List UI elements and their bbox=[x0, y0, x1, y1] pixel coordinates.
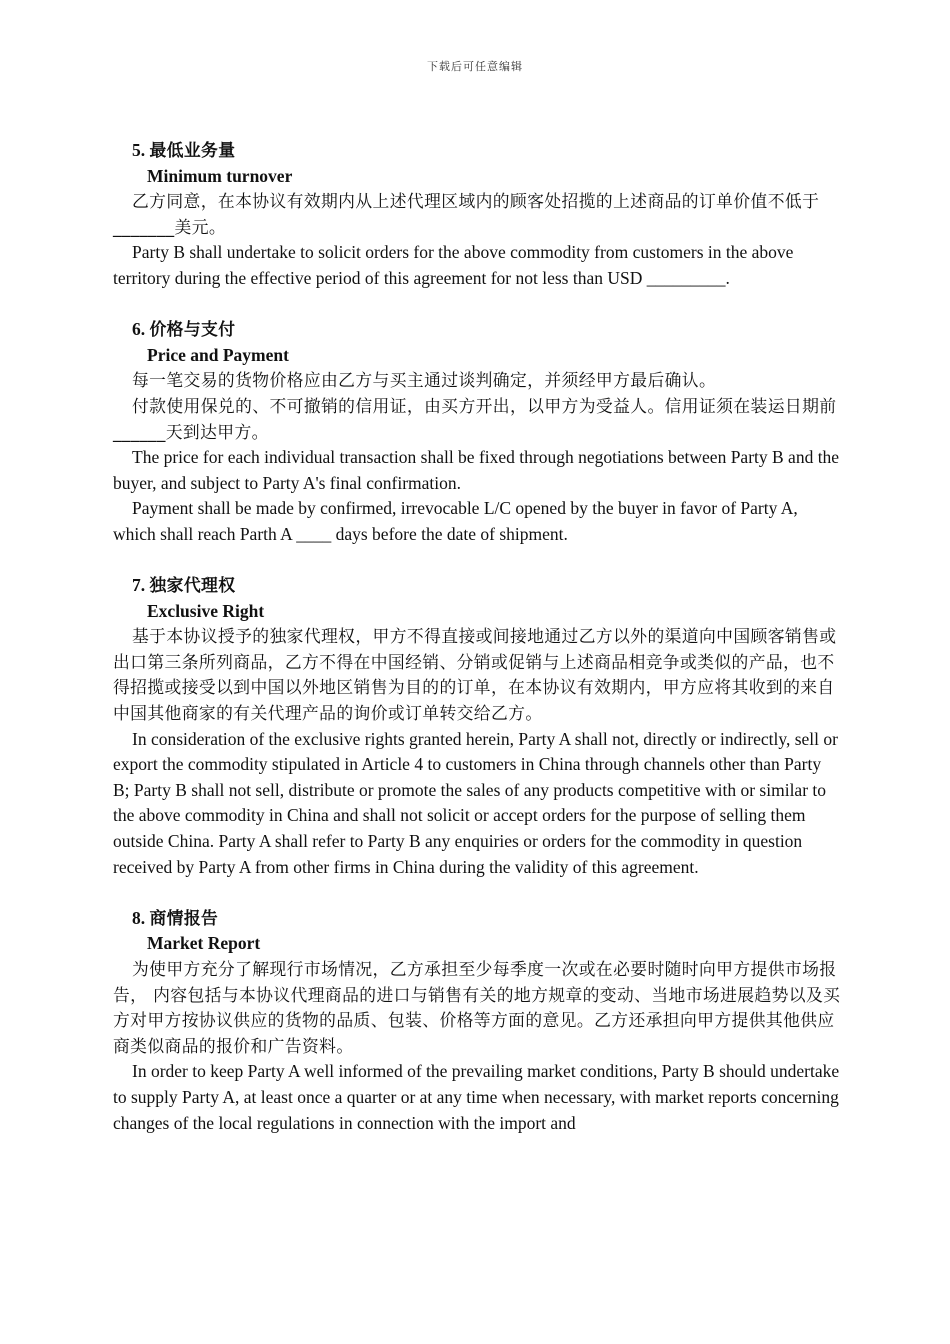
section-title-en: Exclusive Right bbox=[147, 600, 265, 621]
section-title-en: Price and Payment bbox=[147, 344, 289, 365]
section-exclusive-right bbox=[113, 573, 841, 880]
paragraph-zh: 乙方同意，在本协议有效期内从上述代理区域内的顾客处招揽的上述商品的订单价值不低于_______美元。 bbox=[113, 191, 820, 237]
paragraph-en: In consideration of the exclusive rights granted herein, Party A shall not, directly or indirectly, sell or export the commodity stipulated in Article 4 to customers in China through channels other than Party B; Party B shall not sell, distribute or promote the sales of any products competitive with or similar to the above commodity in China and shall not solicit or accept orders for the purpose of selling them outside China. Party A shall refer to Party B any enquiries or orders for the commodity in question received by Party A from other firms in China during the validity of this agreement. bbox=[113, 728, 838, 877]
section-number: 7. bbox=[132, 575, 146, 596]
document-body bbox=[113, 138, 841, 1162]
section-price-and-payment bbox=[113, 317, 841, 547]
section-title bbox=[113, 138, 841, 164]
paragraph-en: Payment shall be made by confirmed, irrevocable L/C opened by the buyer in favor of Party A, which shall reach Parth A ____ days before the date of shipment. bbox=[113, 498, 798, 544]
paragraph-en: Party B shall undertake to solicit orders for the above commodity from customers in the above territory during the effective period of this agreement for not less than USD _________. bbox=[113, 242, 794, 288]
paragraph-zh: 付款使用保兑的、不可撤销的信用证，由买方开出，以甲方为受益人。信用证须在装运日期前______天到达甲方。 bbox=[113, 395, 837, 442]
section-number: 8. bbox=[132, 907, 146, 928]
section-title-zh: 价格与支付 bbox=[149, 319, 236, 340]
section-title bbox=[113, 317, 841, 343]
section-title-zh: 独家代理权 bbox=[149, 575, 236, 596]
section-title-zh: 商情报告 bbox=[149, 907, 219, 928]
section-title bbox=[113, 573, 841, 599]
page-header-note: 下载后可任意编辑 bbox=[427, 60, 523, 73]
paragraph-zh: 为使甲方充分了解现行市场情况，乙方承担至少每季度一次或在必要时随时向甲方提供市场报告， 内容包括与本协议代理商品的进口与销售有关的地方规章的变动、当地市场进展趋势以及买方对甲方按协议供应的货物的品质、包装、价格等方面的意见。乙方还承担向甲方提供其他供应商类似商品的报价和广告资料。 bbox=[113, 959, 841, 1056]
paragraph-zh: 每一笔交易的货物价格应由乙方与买主通过谈判确定，并须经甲方最后确认。 bbox=[132, 370, 717, 391]
section-number: 6. bbox=[132, 319, 146, 340]
paragraph-en: In order to keep Party A well informed of the prevailing market conditions, Party B should undertake to supply Party A, at least once a quarter or at any time when necessary, with market reports concerning changes of the local regulations in connection with the import and bbox=[113, 1061, 840, 1133]
section-number: 5. bbox=[132, 140, 146, 160]
section-title bbox=[113, 906, 841, 932]
paragraph-en: The price for each individual transaction shall be fixed through negotiations between Party B and the buyer, and subject to Party A's final confirmation. bbox=[113, 447, 840, 493]
section-title-en: Minimum turnover bbox=[147, 165, 293, 186]
section-minimum-turnover bbox=[113, 138, 841, 292]
section-market-report bbox=[113, 906, 841, 1136]
paragraph-zh: 基于本协议授予的独家代理权，甲方不得直接或间接地通过乙方以外的渠道向中国顾客销售或出口第三条所列商品，乙方不得在中国经销、分销或促销与上述商品相竞争或类似的产品，也不得招揽或接受以到中国以外地区销售为目的的订单，在本协议有效期内，甲方应将其收到的来自中国其他商家的有关代理产品的询价或订单转交给乙方。 bbox=[113, 626, 837, 724]
section-title-zh: 最低业务量 bbox=[149, 140, 236, 160]
section-title-en: Market Report bbox=[147, 933, 261, 954]
